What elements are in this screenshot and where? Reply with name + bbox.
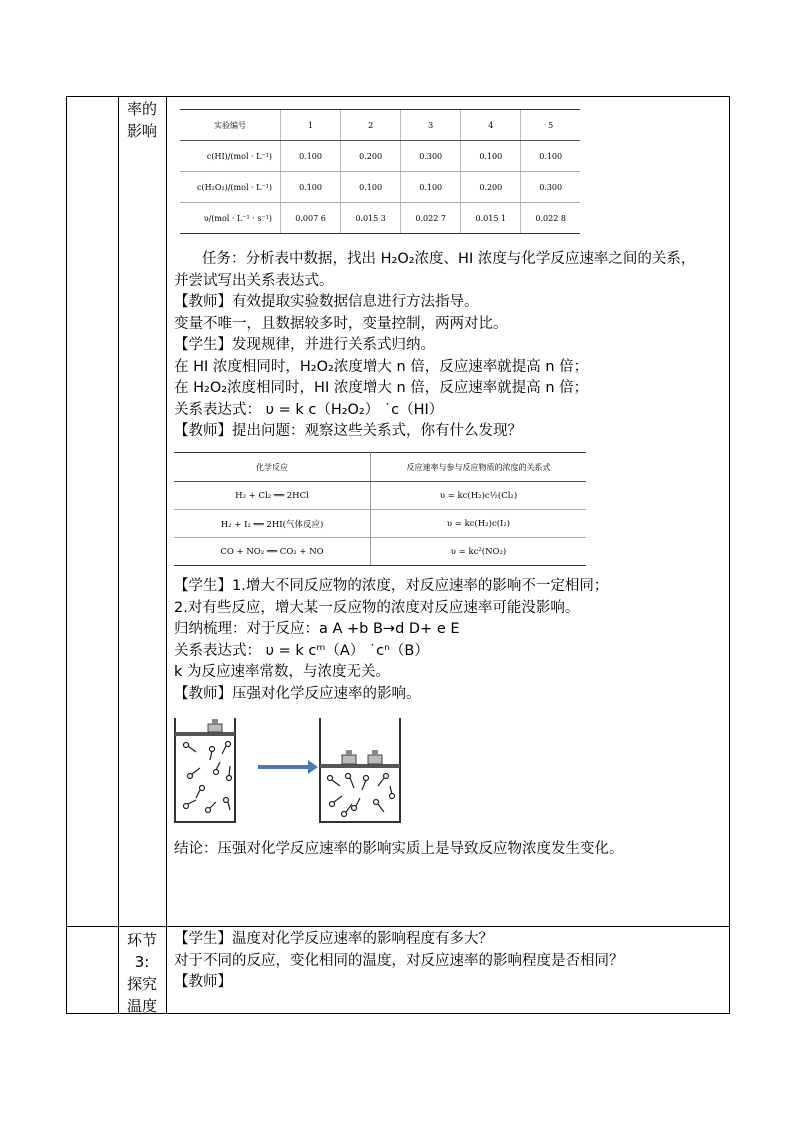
student-text: 【学生】温度对化学反应速率的影响程度有多大？: [174, 931, 493, 947]
section-label-step3: [120, 929, 164, 1017]
table-row: [180, 141, 580, 172]
teacher-text: 【教师】: [174, 974, 232, 990]
section-label-line: 率的: [126, 100, 157, 118]
section-label-rate: [120, 98, 164, 142]
table-border-right: [729, 96, 730, 1014]
section-label-line: 影响: [126, 122, 157, 140]
section-label-line: 探究: [126, 975, 157, 993]
body-text: k 为反应速率常数，与浓度无关。: [174, 664, 391, 680]
table-cell: 0.100: [281, 141, 341, 172]
table-header-cell: 1: [281, 110, 341, 141]
table-cell: 0.300: [401, 141, 461, 172]
table-cell: 0.100: [341, 172, 401, 203]
table-cell: 0.100: [401, 172, 461, 203]
expression-text: 关系表达式： υ = k c（H₂O₂） ˙c（HI）: [174, 401, 444, 418]
table-cell: 0.015 3: [341, 203, 401, 234]
analysis-text: [174, 249, 726, 443]
table-cell: 0.022 8: [521, 203, 580, 234]
table-row: [180, 172, 580, 203]
table-header-cell: 4: [461, 110, 521, 141]
rule-text: 在 H₂O₂浓度相同时，HI 浓度增大 n 倍，反应速率就提高 n 倍；: [174, 380, 589, 396]
conclusion-text: 结论：压强对化学反应速率的影响实质上是导致反应物浓度发生变化。: [174, 841, 624, 857]
conclusion-block: [174, 839, 726, 861]
temperature-section: [174, 929, 726, 994]
section-label-line: 温度: [126, 997, 157, 1015]
table-cell: υ = kc(H₂)c(I₂): [371, 510, 587, 538]
table-row: [180, 203, 580, 234]
table-cell: 0.100: [281, 172, 341, 203]
table-cell: 0.007 6: [281, 203, 341, 234]
task-text: 并尝试写出关系表达式。: [174, 272, 334, 289]
table-cell: 0.100: [461, 141, 521, 172]
question-text: 对于不同的反应，变化相同的温度，对反应速率的影响程度是否相同？: [174, 952, 624, 969]
expression-text: 关系表达式： υ = k cᵐ（A） ˙cⁿ（B）: [174, 642, 429, 659]
table-cell: c(HI)/(mol · L⁻¹): [180, 141, 281, 172]
pressure-diagram: [172, 714, 404, 826]
section-label-line: 环节: [126, 931, 157, 949]
student-text: 【学生】发现规律，并进行关系式归纳。: [174, 337, 435, 353]
summary-line: 归纳梳理：对于反应：a A +b B→d D+ e E: [174, 621, 460, 637]
table-cell: 0.200: [461, 172, 521, 203]
table-cell: υ = kc²(NO₂): [371, 538, 587, 566]
table-cell: υ/(mol · L⁻¹ · s⁻¹): [180, 203, 281, 234]
table-border-left: [66, 96, 67, 1014]
section-label-line: 3:: [134, 953, 150, 971]
table-row: [174, 510, 586, 538]
table-cell: CO + NO₂ ══ CO₂ + NO: [174, 538, 371, 566]
student-text: 【学生】1.增大不同反应物的浓度，对反应速率的影响不一定相同；: [174, 578, 609, 594]
table-cell: 0.200: [341, 141, 401, 172]
body-text: 变量不唯一，且数据较多时，变量控制，两两对比。: [174, 315, 508, 332]
task-text: 任务：分析表中数据，找出 H₂O₂浓度、HI 浓度与化学反应速率之间的关系，: [202, 251, 696, 267]
teacher-text: 【教师】提出问题：观察这些关系式，你有什么发现？: [174, 423, 522, 439]
table-cell: υ = kc(H₂)c½(Cl₂): [371, 482, 587, 510]
table-header-cell: 实验编号: [180, 110, 281, 141]
table-cell: 0.100: [521, 141, 580, 172]
rate-law-table: [174, 452, 586, 566]
table-header-cell: 化学反应: [174, 453, 371, 482]
table-row: [174, 538, 586, 566]
table-header-cell: 5: [521, 110, 580, 141]
table-cell: 0.022 7: [401, 203, 461, 234]
col-divider-1: [118, 96, 119, 1014]
body-text: 2.对有些反应，增大某一反应物的浓度对反应速率可能没影响。: [174, 599, 580, 616]
table-cell: H₂ + Cl₂ ══ 2HCl: [174, 482, 371, 510]
table-cell: c(H₂O₂)/(mol · L⁻¹): [180, 172, 281, 203]
teacher-text: 【教师】压强对化学反应速率的影响。: [174, 685, 421, 702]
experiment-data-table: [180, 109, 580, 234]
table-cell: 0.015 1: [461, 203, 521, 234]
table-cell: H₂ + I₂ ══ 2HI(气体反应): [174, 510, 371, 538]
table-cell: 0.300: [521, 172, 580, 203]
table-header-cell: 3: [401, 110, 461, 141]
rule-text: 在 HI 浓度相同时，H₂O₂浓度增大 n 倍，反应速率就提高 n 倍；: [174, 358, 589, 375]
table-header-cell: 反应速率与参与反应物质的浓度的关系式: [371, 453, 587, 482]
teacher-text: 【教师】有效提取实验数据信息进行方法指导。: [174, 294, 479, 310]
summary-text: [174, 576, 726, 705]
table-header-cell: 2: [341, 110, 401, 141]
col-divider-2: [166, 96, 167, 1014]
table-row: [174, 482, 586, 510]
